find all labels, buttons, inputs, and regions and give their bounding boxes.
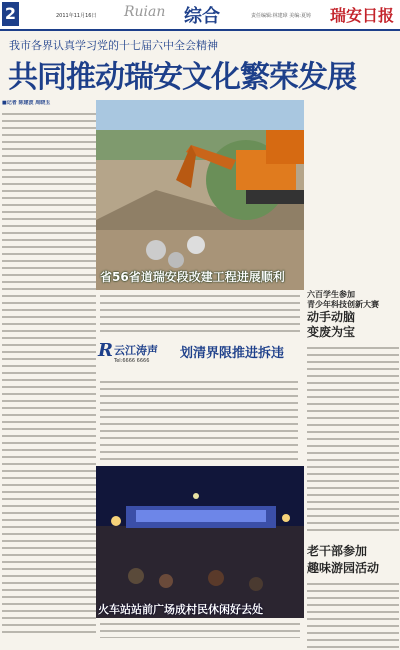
story2-title-2: 趣味游园活动 <box>307 561 380 575</box>
column-tel: Tel:6666 6666 <box>114 358 150 364</box>
road-construction-photo <box>96 100 304 290</box>
bottom-photo-caption: 火车站站前广场成村民休闲好去处 <box>98 603 263 616</box>
body-text-lines <box>2 110 96 634</box>
masthead <box>0 0 400 30</box>
photo-caption-text <box>100 292 300 334</box>
story1-kicker-1: 六百学生参加 <box>307 290 355 299</box>
section-cn: 综合 <box>184 6 220 27</box>
station-square-photo <box>96 466 304 618</box>
bottom-photo-caption-text <box>100 620 300 638</box>
story1-body <box>307 344 399 534</box>
issue-date: 2011年11月16日 <box>56 13 97 19</box>
column-header <box>98 336 298 376</box>
section-en: Ruian <box>124 4 166 20</box>
story1-title-1: 动手动脑 <box>307 310 356 324</box>
column-logo-letter: R <box>98 340 113 361</box>
story1-title-2: 变废为宝 <box>307 325 356 339</box>
story2-body <box>307 580 399 650</box>
lead-byline: ■记者 陈建波 周晓玉 <box>2 100 51 106</box>
story2-title-1: 老干部参加 <box>307 544 368 558</box>
editor-info: 责任编辑:林建璋 美编:夏铸 <box>251 13 311 19</box>
column-name: 云江涛声 <box>114 344 158 357</box>
column-title: 划清界限推进拆违 <box>180 346 285 361</box>
header-rule <box>0 29 400 31</box>
column-body <box>100 378 298 462</box>
newspaper-logo: 瑞安日报 <box>330 6 395 25</box>
lead-article-body <box>2 100 96 634</box>
lead-kicker: 我市各界认真学习党的十七届六中全会精神 <box>9 39 218 52</box>
lead-headline: 共同推动瑞安文化繁荣发展 <box>8 60 356 95</box>
page-number: 2 <box>2 2 19 26</box>
story1-kicker-2: 青少年科技创新大赛 <box>307 300 379 309</box>
photo-caption: 省56省道瑞安段改建工程进展顺利 <box>100 270 285 284</box>
right-column <box>307 290 399 650</box>
